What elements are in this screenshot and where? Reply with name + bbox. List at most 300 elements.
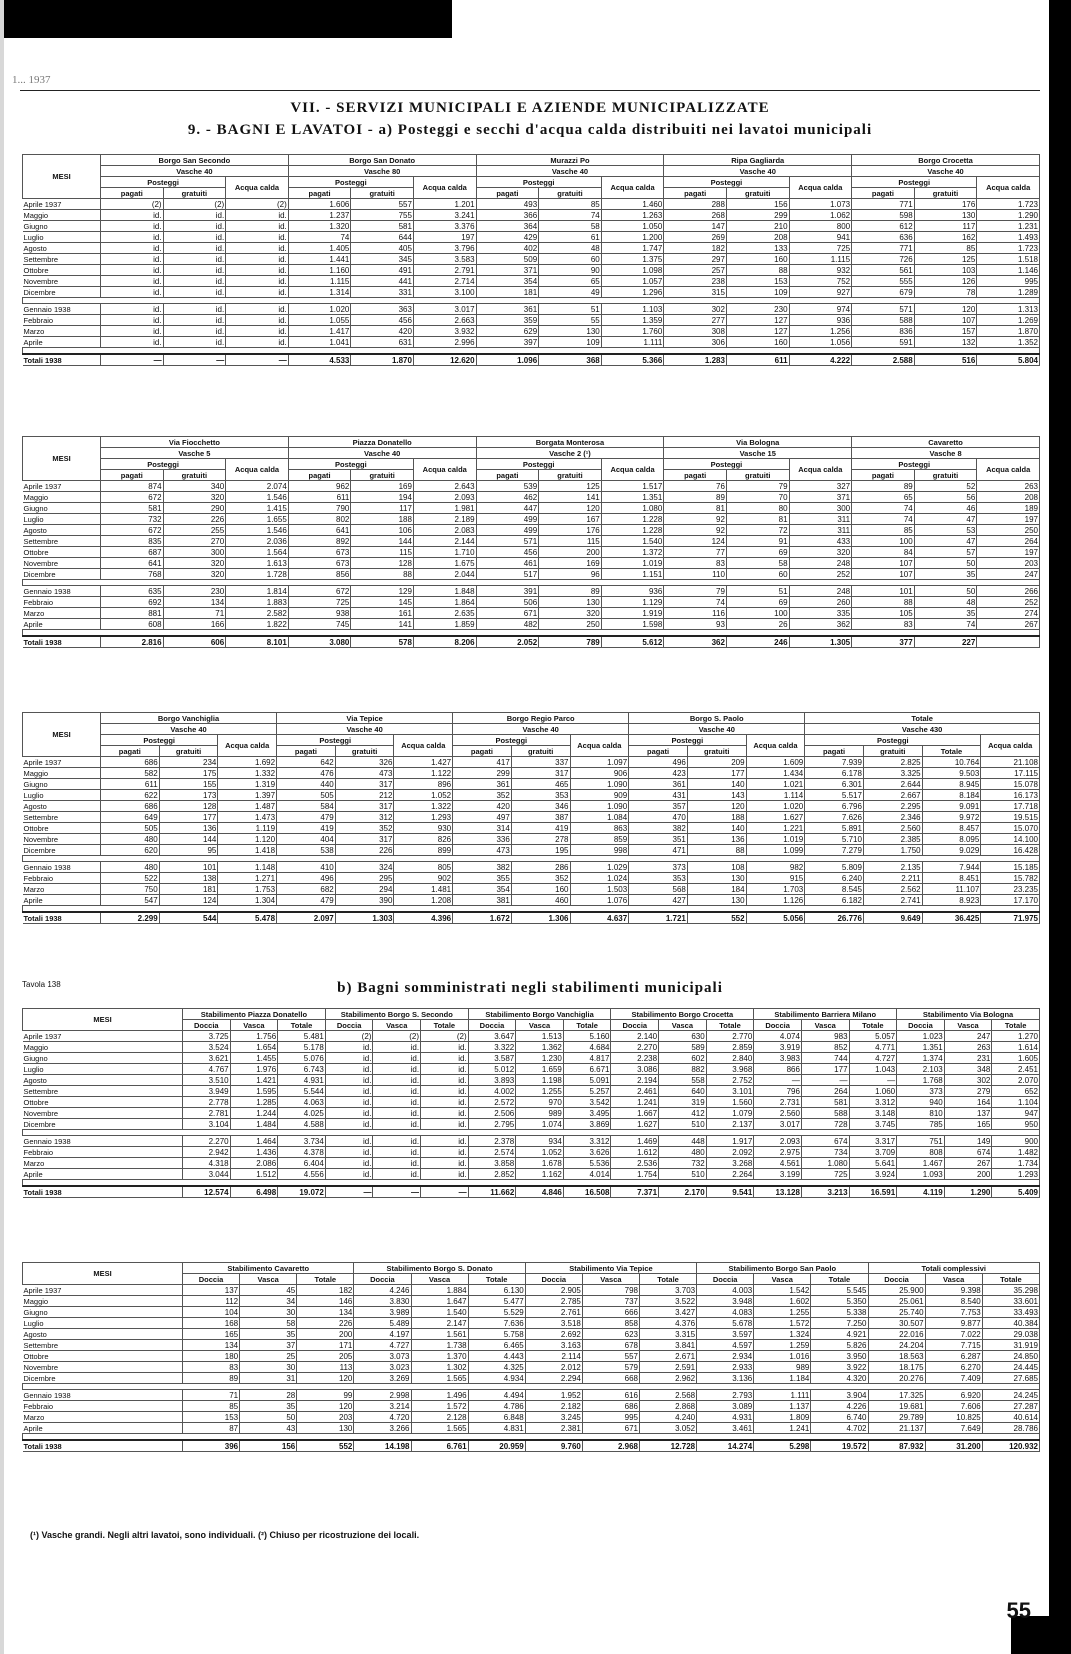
data-cell: 874 — [101, 481, 164, 492]
data-cell: 1.441 — [288, 254, 351, 265]
footnote: (¹) Vasche grandi. Negli altri lavatoi, sono individuali. (²) Chiuso per ricostruzione dei locali. — [30, 1530, 420, 1540]
month-label: Febbraio — [23, 873, 101, 884]
data-cell: id. — [421, 1147, 469, 1158]
data-cell: 3.023 — [354, 1362, 411, 1373]
data-cell: 24.850 — [982, 1351, 1039, 1362]
data-cell: 166 — [163, 619, 226, 630]
data-cell: 299 — [453, 768, 512, 779]
data-cell: 2.194 — [611, 1075, 659, 1086]
data-cell: 2.135 — [863, 862, 922, 873]
data-cell: 1.052 — [516, 1147, 564, 1158]
table-row — [23, 823, 1040, 834]
data-cell: 1.487 — [218, 801, 277, 812]
data-cell: 578 — [351, 636, 414, 648]
data-cell: 7.649 — [925, 1423, 982, 1434]
data-cell: 7.606 — [925, 1401, 982, 1412]
data-cell: 899 — [394, 845, 453, 856]
data-cell: 3.709 — [849, 1147, 897, 1158]
month-label: Novembre — [23, 276, 101, 287]
data-cell: id. — [325, 1097, 373, 1108]
month-label: Ottobre — [23, 547, 101, 558]
data-cell: 7.371 — [611, 1186, 659, 1198]
data-cell: 1.976 — [230, 1064, 278, 1075]
acqua-calda-header: Acqua calda — [601, 459, 664, 481]
data-cell: 25.900 — [868, 1285, 925, 1296]
data-cell: 480 — [101, 834, 160, 845]
data-cell: 1.753 — [218, 884, 277, 895]
data-cell: 65 — [539, 276, 602, 287]
data-cell: 95 — [159, 845, 218, 856]
pagati-header: pagati — [288, 188, 351, 199]
data-cell: 1.434 — [746, 768, 805, 779]
posteggi-header: Posteggi — [476, 459, 601, 470]
data-cell: 337 — [511, 757, 570, 768]
data-cell: 989 — [754, 1362, 811, 1373]
data-cell: 134 — [297, 1307, 354, 1318]
data-cell: 1.016 — [754, 1351, 811, 1362]
data-cell: 227 — [914, 636, 977, 648]
data-cell: 381 — [453, 895, 512, 906]
data-cell: 209 — [687, 757, 746, 768]
data-cell: 162 — [914, 232, 977, 243]
data-cell: 3.922 — [811, 1362, 868, 1373]
data-cell: 4.767 — [183, 1064, 231, 1075]
lavatoio-name: Ripa Gagliarda — [664, 155, 852, 166]
data-cell: 679 — [852, 287, 915, 298]
lavatoio-name: Borgo San Secondo — [101, 155, 289, 166]
data-cell: 866 — [754, 1064, 802, 1075]
data-cell: 1.884 — [411, 1285, 468, 1296]
data-cell: 2.536 — [611, 1158, 659, 1169]
data-cell: id. — [101, 287, 164, 298]
data-cell: 3.858 — [468, 1158, 516, 1169]
month-label: Totali 1938 — [23, 1440, 183, 1452]
data-cell: 72 — [726, 525, 789, 536]
data-cell: 16.428 — [981, 845, 1040, 856]
month-label: Totali 1938 — [23, 354, 101, 366]
data-cell: 1.565 — [411, 1423, 468, 1434]
data-cell: 306 — [664, 337, 727, 348]
data-cell: id. — [373, 1136, 421, 1147]
data-cell: 141 — [539, 492, 602, 503]
table-row — [23, 1307, 1040, 1318]
gratuiti-header: gratuiti — [539, 470, 602, 481]
data-cell: id. — [421, 1064, 469, 1075]
data-cell: 9.503 — [922, 768, 981, 779]
data-cell: 3.086 — [611, 1064, 659, 1075]
data-cell: 692 — [101, 597, 164, 608]
data-cell: 320 — [539, 608, 602, 619]
data-cell: 210 — [726, 221, 789, 232]
data-cell: 317 — [511, 768, 570, 779]
table-row — [23, 1042, 1040, 1053]
data-cell: 419 — [511, 823, 570, 834]
data-cell: 1.822 — [226, 619, 289, 630]
data-cell: 2.083 — [413, 525, 476, 536]
data-cell: 320 — [163, 492, 226, 503]
data-cell: id. — [325, 1108, 373, 1119]
data-cell: 1.710 — [413, 547, 476, 558]
data-cell: 568 — [629, 884, 688, 895]
data-cell: 4.934 — [468, 1373, 525, 1384]
data-cell: 184 — [687, 884, 746, 895]
data-cell: — — [801, 1075, 849, 1086]
data-cell: id. — [101, 304, 164, 315]
data-cell: 103 — [914, 265, 977, 276]
data-cell: 1.352 — [977, 337, 1040, 348]
data-cell: 89 — [539, 586, 602, 597]
table-row — [23, 1329, 1040, 1340]
data-cell: 266 — [977, 586, 1040, 597]
data-cell: id. — [101, 232, 164, 243]
table-row — [23, 1097, 1040, 1108]
table-row — [23, 608, 1040, 619]
data-cell: 248 — [789, 586, 852, 597]
data-cell: 231 — [944, 1053, 992, 1064]
data-cell: 69 — [726, 547, 789, 558]
data-cell: 3.904 — [811, 1390, 868, 1401]
data-cell: 112 — [183, 1296, 240, 1307]
table-row — [23, 1119, 1040, 1130]
data-cell: 3.100 — [413, 287, 476, 298]
data-cell: 181 — [159, 884, 218, 895]
data-cell: 620 — [101, 845, 160, 856]
data-cell: 2.036 — [226, 536, 289, 547]
data-cell: 43 — [240, 1423, 297, 1434]
data-cell: 18.563 — [868, 1351, 925, 1362]
data-cell: 1.129 — [601, 597, 664, 608]
data-cell: 940 — [897, 1097, 945, 1108]
data-cell: 352 — [511, 873, 570, 884]
data-cell: 1.050 — [601, 221, 664, 232]
data-cell: 61 — [539, 232, 602, 243]
vasca-header: Vasca — [516, 1020, 564, 1031]
table-row — [23, 1390, 1040, 1401]
data-cell: 482 — [476, 619, 539, 630]
data-cell: (2) — [421, 1031, 469, 1042]
pagati-header: pagati — [852, 470, 915, 481]
stabilimento-name: Totali complessivi — [868, 1263, 1040, 1274]
data-cell: 429 — [476, 232, 539, 243]
data-cell: 5.758 — [468, 1329, 525, 1340]
data-cell: 1.754 — [611, 1169, 659, 1180]
data-cell: 4.786 — [468, 1401, 525, 1412]
mesi-header: MESI — [23, 155, 101, 199]
acqua-calda-header: Acqua calda — [570, 735, 629, 757]
pagati-header: pagati — [101, 746, 160, 757]
data-cell: 15.782 — [981, 873, 1040, 884]
data-cell: 427 — [629, 895, 688, 906]
table-row — [23, 514, 1040, 525]
posteggi-header: Posteggi — [288, 177, 413, 188]
data-cell: 630 — [659, 1031, 707, 1042]
data-cell: 1.814 — [226, 586, 289, 597]
data-cell: 203 — [297, 1412, 354, 1423]
data-cell: 673 — [288, 547, 351, 558]
month-label: Febbraio — [23, 1147, 183, 1158]
data-cell: id. — [226, 315, 289, 326]
data-cell: 1.540 — [601, 536, 664, 547]
data-cell: 2.378 — [468, 1136, 516, 1147]
data-cell: 120 — [539, 503, 602, 514]
data-cell: 353 — [629, 873, 688, 884]
data-cell: 1.703 — [746, 884, 805, 895]
data-cell: 164 — [944, 1097, 992, 1108]
data-cell: 182 — [664, 243, 727, 254]
data-cell: 107 — [914, 315, 977, 326]
data-cell: 331 — [351, 287, 414, 298]
data-cell: 2.562 — [863, 884, 922, 895]
data-cell: 4.396 — [394, 912, 453, 924]
data-cell: 4.727 — [354, 1340, 411, 1351]
data-cell: 970 — [516, 1097, 564, 1108]
data-cell: 1.496 — [411, 1390, 468, 1401]
data-cell: 250 — [539, 619, 602, 630]
data-cell: 21.108 — [981, 757, 1040, 768]
data-cell: 5.809 — [805, 862, 864, 873]
data-cell: id. — [101, 326, 164, 337]
gratuiti-header: gratuiti — [511, 746, 570, 757]
data-cell: 167 — [539, 514, 602, 525]
data-cell: 274 — [977, 608, 1040, 619]
data-cell: 19.572 — [811, 1440, 868, 1452]
data-cell: 1.241 — [754, 1423, 811, 1434]
table-row — [23, 265, 1040, 276]
data-cell: 1.184 — [754, 1373, 811, 1384]
data-cell: 6.740 — [811, 1412, 868, 1423]
table-lavatoi-2 — [22, 436, 1040, 648]
data-cell: id. — [373, 1042, 421, 1053]
data-cell: 2.086 — [230, 1158, 278, 1169]
data-cell: 2.093 — [754, 1136, 802, 1147]
data-cell: 130 — [914, 210, 977, 221]
data-cell: 998 — [570, 845, 629, 856]
data-cell: 1.111 — [754, 1390, 811, 1401]
month-label: Marzo — [23, 1158, 183, 1169]
data-cell: 48 — [539, 243, 602, 254]
data-cell: 120 — [297, 1401, 354, 1412]
data-cell: 317 — [335, 834, 394, 845]
lavatoio-name: Borgo Vanchiglia — [101, 713, 277, 724]
data-cell: (2) — [163, 199, 226, 210]
data-cell: 2.582 — [226, 608, 289, 619]
data-cell: 4.074 — [754, 1031, 802, 1042]
data-cell: 2.012 — [525, 1362, 582, 1373]
data-cell: 3.983 — [754, 1053, 802, 1064]
data-cell: 623 — [582, 1329, 639, 1340]
month-label: Gennaio 1938 — [23, 304, 101, 315]
data-cell: 89 — [664, 492, 727, 503]
data-cell: 402 — [476, 243, 539, 254]
data-cell: 18.175 — [868, 1362, 925, 1373]
data-cell: 13.128 — [754, 1186, 802, 1198]
data-cell: 361 — [453, 779, 512, 790]
data-cell: 1.883 — [226, 597, 289, 608]
month-label: Giugno — [23, 1053, 183, 1064]
data-cell: 616 — [582, 1390, 639, 1401]
data-cell: 1.062 — [789, 210, 852, 221]
table-row — [23, 586, 1040, 597]
data-cell: 608 — [101, 619, 164, 630]
totale-header: Totale — [468, 1274, 525, 1285]
data-cell: 3.524 — [183, 1042, 231, 1053]
data-cell: 936 — [789, 315, 852, 326]
data-cell: 1.314 — [288, 287, 351, 298]
data-cell: 902 — [394, 873, 453, 884]
data-cell: 50 — [240, 1412, 297, 1423]
data-cell: 320 — [789, 547, 852, 558]
data-cell: 1.564 — [226, 547, 289, 558]
month-label: Aprile 1937 — [23, 199, 101, 210]
stabilimento-name: Stabilimento Cavaretto — [183, 1263, 354, 1274]
data-cell: 6.404 — [278, 1158, 326, 1169]
data-cell: id. — [421, 1119, 469, 1130]
data-cell: 1.481 — [394, 884, 453, 895]
data-cell: 51 — [539, 304, 602, 315]
data-cell: 2.933 — [697, 1362, 754, 1373]
data-cell: 100 — [726, 608, 789, 619]
data-cell: 5.826 — [811, 1340, 868, 1351]
data-cell: 798 — [582, 1285, 639, 1296]
table-bagni-2 — [22, 1262, 1040, 1452]
data-cell: 23.235 — [981, 884, 1040, 895]
data-cell: 3.268 — [706, 1158, 754, 1169]
table-row — [23, 834, 1040, 845]
data-cell: 106 — [351, 525, 414, 536]
vasche-count: Vasche 40 — [453, 724, 629, 735]
data-cell: id. — [325, 1136, 373, 1147]
gratuiti-header: gratuiti — [687, 746, 746, 757]
data-cell: 252 — [977, 597, 1040, 608]
data-cell: 169 — [539, 558, 602, 569]
data-cell: 5.536 — [563, 1158, 611, 1169]
data-cell: 58 — [726, 558, 789, 569]
data-cell: 33.601 — [982, 1296, 1039, 1307]
data-cell: id. — [325, 1147, 373, 1158]
month-label: Gennaio 1938 — [23, 586, 101, 597]
month-label: Aprile 1937 — [23, 1285, 183, 1296]
data-cell: 420 — [453, 801, 512, 812]
data-cell: 496 — [277, 873, 336, 884]
data-cell: 248 — [789, 558, 852, 569]
data-cell: id. — [101, 243, 164, 254]
data-cell: 1.372 — [601, 547, 664, 558]
month-label: Aprile — [23, 895, 101, 906]
data-cell: 25.740 — [868, 1307, 925, 1318]
month-label: Dicembre — [23, 1119, 183, 1130]
data-cell: 666 — [582, 1307, 639, 1318]
data-cell: 171 — [297, 1340, 354, 1351]
table-row — [23, 768, 1040, 779]
data-cell: 2.840 — [706, 1053, 754, 1064]
data-cell: id. — [421, 1053, 469, 1064]
data-cell: 431 — [629, 790, 688, 801]
data-cell: 14.198 — [354, 1440, 411, 1452]
data-cell: 1.493 — [977, 232, 1040, 243]
data-cell: 80 — [726, 503, 789, 514]
doccia-header: Doccia — [183, 1274, 240, 1285]
data-cell: 46 — [914, 503, 977, 514]
data-cell: 1.436 — [230, 1147, 278, 1158]
data-cell: 15.070 — [981, 823, 1040, 834]
data-cell: 50 — [914, 558, 977, 569]
data-cell: 5.477 — [468, 1296, 525, 1307]
data-cell: 510 — [659, 1119, 707, 1130]
data-cell: 1.572 — [754, 1318, 811, 1329]
data-cell: 359 — [476, 315, 539, 326]
data-cell: 36.425 — [922, 912, 981, 924]
data-cell: 1.627 — [746, 812, 805, 823]
data-cell: 420 — [351, 326, 414, 337]
data-cell: 130 — [297, 1423, 354, 1434]
data-cell: 60 — [539, 254, 602, 265]
data-cell: 581 — [801, 1097, 849, 1108]
data-cell: 226 — [335, 845, 394, 856]
table-row — [23, 232, 1040, 243]
data-cell: 327 — [789, 481, 852, 492]
data-cell: 5.891 — [805, 823, 864, 834]
data-cell: 17.325 — [868, 1390, 925, 1401]
table-row — [23, 812, 1040, 823]
table-row — [23, 254, 1040, 265]
data-cell: 1.313 — [977, 304, 1040, 315]
month-label: Novembre — [23, 1108, 183, 1119]
data-cell: 2.778 — [183, 1097, 231, 1108]
data-cell: 686 — [101, 801, 160, 812]
data-cell: 785 — [897, 1119, 945, 1130]
data-cell: 1.560 — [706, 1097, 754, 1108]
data-cell: 47 — [914, 514, 977, 525]
pagati-header: pagati — [277, 746, 336, 757]
data-cell: 2.741 — [863, 895, 922, 906]
data-cell: id. — [421, 1086, 469, 1097]
data-cell: 78 — [914, 287, 977, 298]
lavatoio-name: Cavaretto — [852, 437, 1040, 448]
stabilimento-name: Stabilimento Borgo San Paolo — [697, 1263, 868, 1274]
data-cell: 371 — [476, 265, 539, 276]
data-cell: 3.968 — [706, 1064, 754, 1075]
table-row — [23, 862, 1040, 873]
data-cell: 1.473 — [218, 812, 277, 823]
data-cell: 649 — [101, 812, 160, 823]
data-cell: 673 — [288, 558, 351, 569]
data-cell: 340 — [163, 481, 226, 492]
data-cell: 2.852 — [468, 1169, 516, 1180]
data-cell: 58 — [240, 1318, 297, 1329]
pagati-header: pagati — [453, 746, 512, 757]
data-cell: 92 — [664, 514, 727, 525]
data-cell: 52 — [914, 481, 977, 492]
month-label: Luglio — [23, 1318, 183, 1329]
data-cell: 19.681 — [868, 1401, 925, 1412]
data-cell: 6.743 — [278, 1064, 326, 1075]
data-cell: 6.671 — [563, 1064, 611, 1075]
data-cell: 76 — [664, 481, 727, 492]
data-cell: 3.461 — [697, 1423, 754, 1434]
data-cell: 1.598 — [601, 619, 664, 630]
data-cell: 81 — [664, 503, 727, 514]
data-cell: 856 — [288, 569, 351, 580]
data-cell: 5.678 — [697, 1318, 754, 1329]
month-label: Giugno — [23, 221, 101, 232]
data-cell: 909 — [570, 790, 629, 801]
data-cell: id. — [421, 1158, 469, 1169]
data-cell: 9.972 — [922, 812, 981, 823]
data-cell: 100 — [852, 536, 915, 547]
data-cell: 1.415 — [226, 503, 289, 514]
table-row — [23, 845, 1040, 856]
vasca-header: Vasca — [925, 1274, 982, 1285]
